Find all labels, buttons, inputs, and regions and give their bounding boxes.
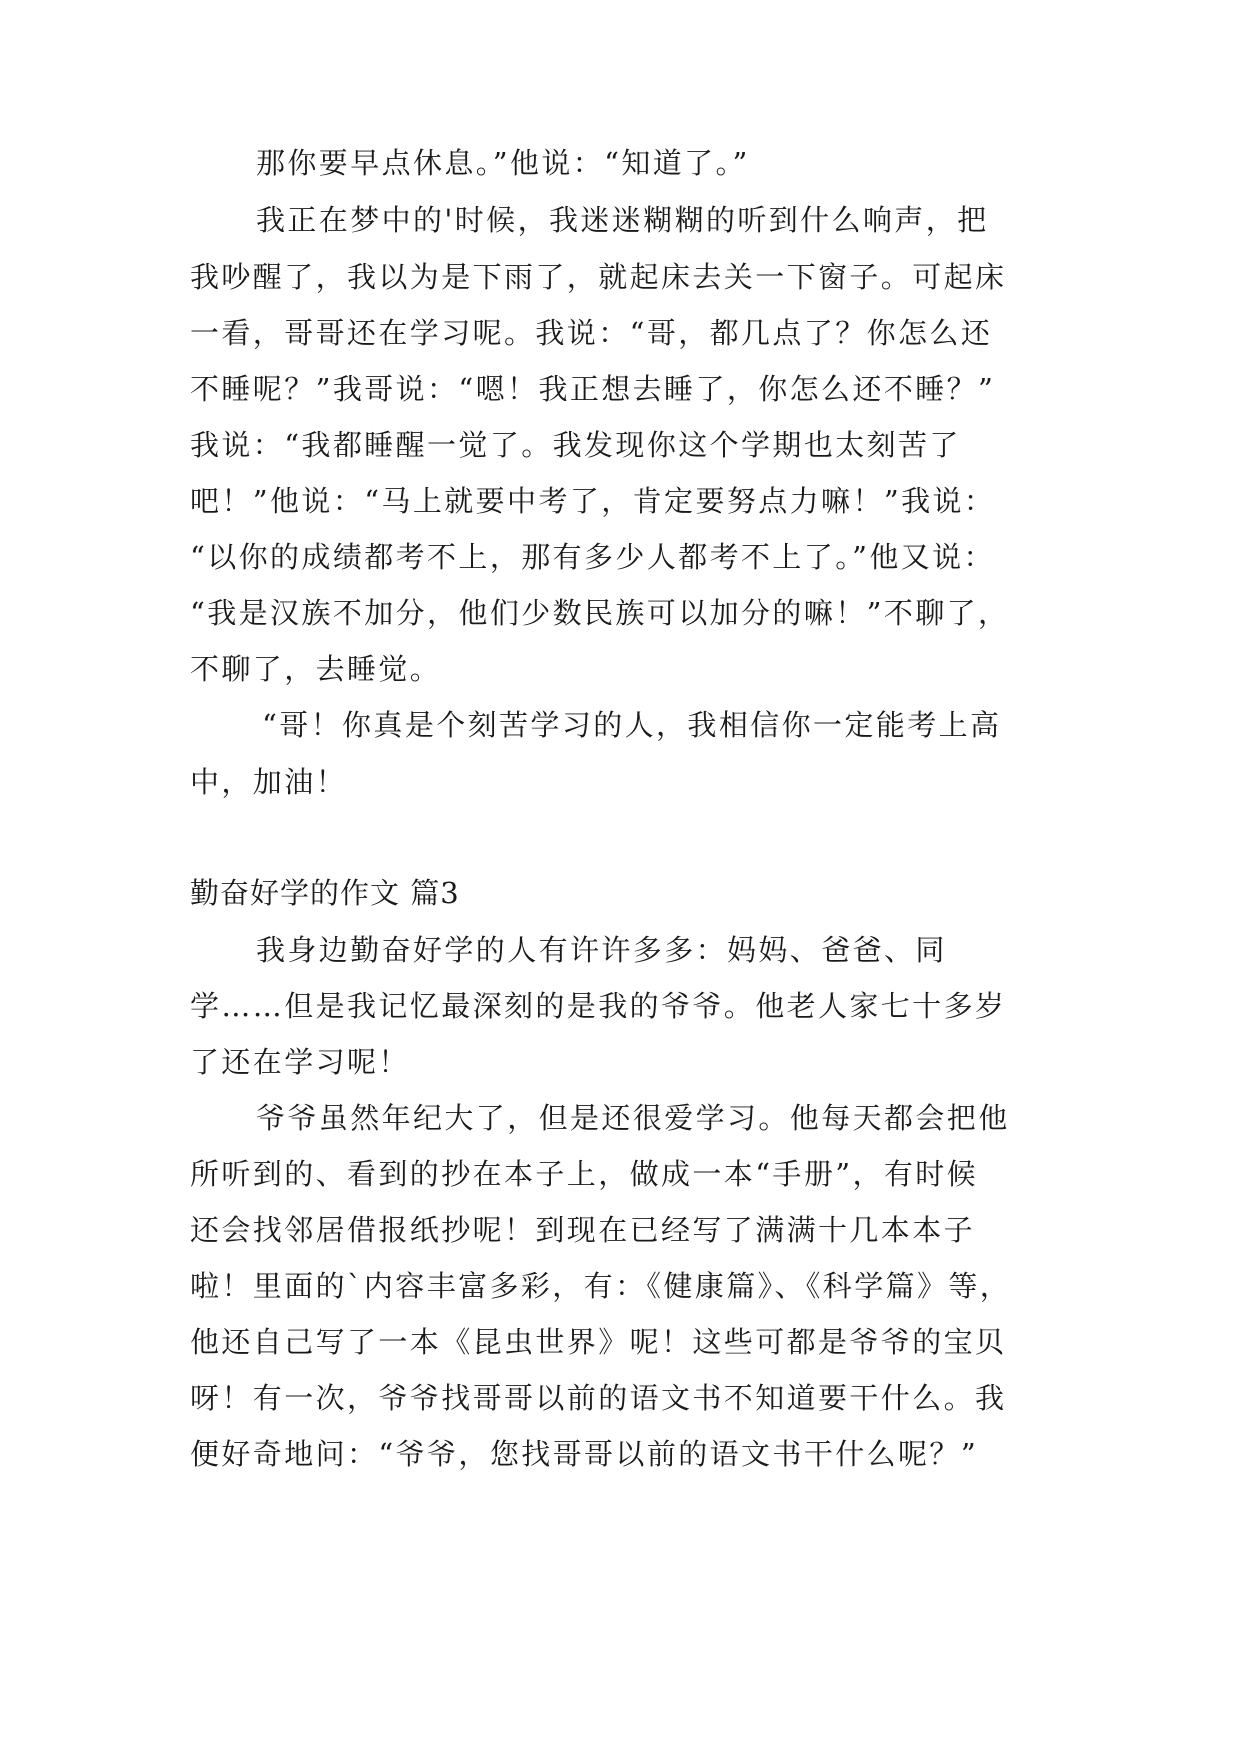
paragraph-line: 我说：“我都睡醒一觉了。我发现你这个学期也太刻苦了 xyxy=(190,428,961,462)
paragraph-line: 我正在梦中的'时候，我迷迷糊糊的听到什么响声，把 xyxy=(256,203,989,237)
paragraph-line: 他还自己写了一本《昆虫世界》呢！这些可都是爷爷的宝贝 xyxy=(190,1325,1007,1359)
paragraph-line: 啦！里面的`内容丰富多彩，有：《健康篇》、《科学篇》等， xyxy=(190,1269,1012,1303)
paragraph-line: 便好奇地问：“爷爷，您找哥哥以前的语文书干什么呢？” xyxy=(190,1437,979,1471)
paragraph-line: “以你的成绩都考不上，那有多少人都考不上了。”他又说： xyxy=(190,540,995,574)
paragraph-line: 了还在学习呢！ xyxy=(190,1045,410,1079)
paragraph-line: 中，加油！ xyxy=(190,765,348,799)
paragraph-line: “我是汉族不加分，他们少数民族可以加分的嘛！”不聊了， xyxy=(190,596,1010,630)
paragraph-line: 我吵醒了，我以为是下雨了，就起床去关一下窗子。可起床 xyxy=(190,260,1007,294)
paragraph-line: “哥！你真是个刻苦学习的人，我相信你一定能考上高 xyxy=(262,708,1002,742)
paragraph-line: 一看，哥哥还在学习呢。我说：“哥，都几点了？你怎么还 xyxy=(190,316,993,350)
paragraph-line: 还会找邻居借报纸抄呢！到现在已经写了满满十几本本子 xyxy=(190,1213,976,1247)
paragraph-line: 吧！”他说：“马上就要中考了，肯定要努点力嘛！”我说： xyxy=(190,484,996,518)
paragraph-line: 不睡呢？”我哥说：“嗯！我正想去睡了，你怎么还不睡？” xyxy=(190,372,996,406)
paragraph-line: 呀！有一次，爷爷找哥哥以前的语文书不知道要干什么。我 xyxy=(190,1381,1007,1415)
paragraph-line: 我身边勤奋好学的人有许许多多：妈妈、爸爸、同 xyxy=(256,933,947,967)
paragraph-line: 不聊了，去睡觉。 xyxy=(190,652,442,686)
paragraph-line: 那你要早点休息。”他说：“知道了。” xyxy=(256,146,750,180)
paragraph-line: 所听到的、看到的抄在本子上，做成一本“手册”，有时候 xyxy=(190,1157,979,1191)
section-heading: 勤奋好学的作文 篇3 xyxy=(190,876,460,910)
paragraph-line: 爷爷虽然年纪大了，但是还很爱学习。他每天都会把他 xyxy=(256,1101,1010,1135)
paragraph-line: 学……但是我记忆最深刻的是我的爷爷。他老人家七十多岁 xyxy=(190,989,1007,1023)
